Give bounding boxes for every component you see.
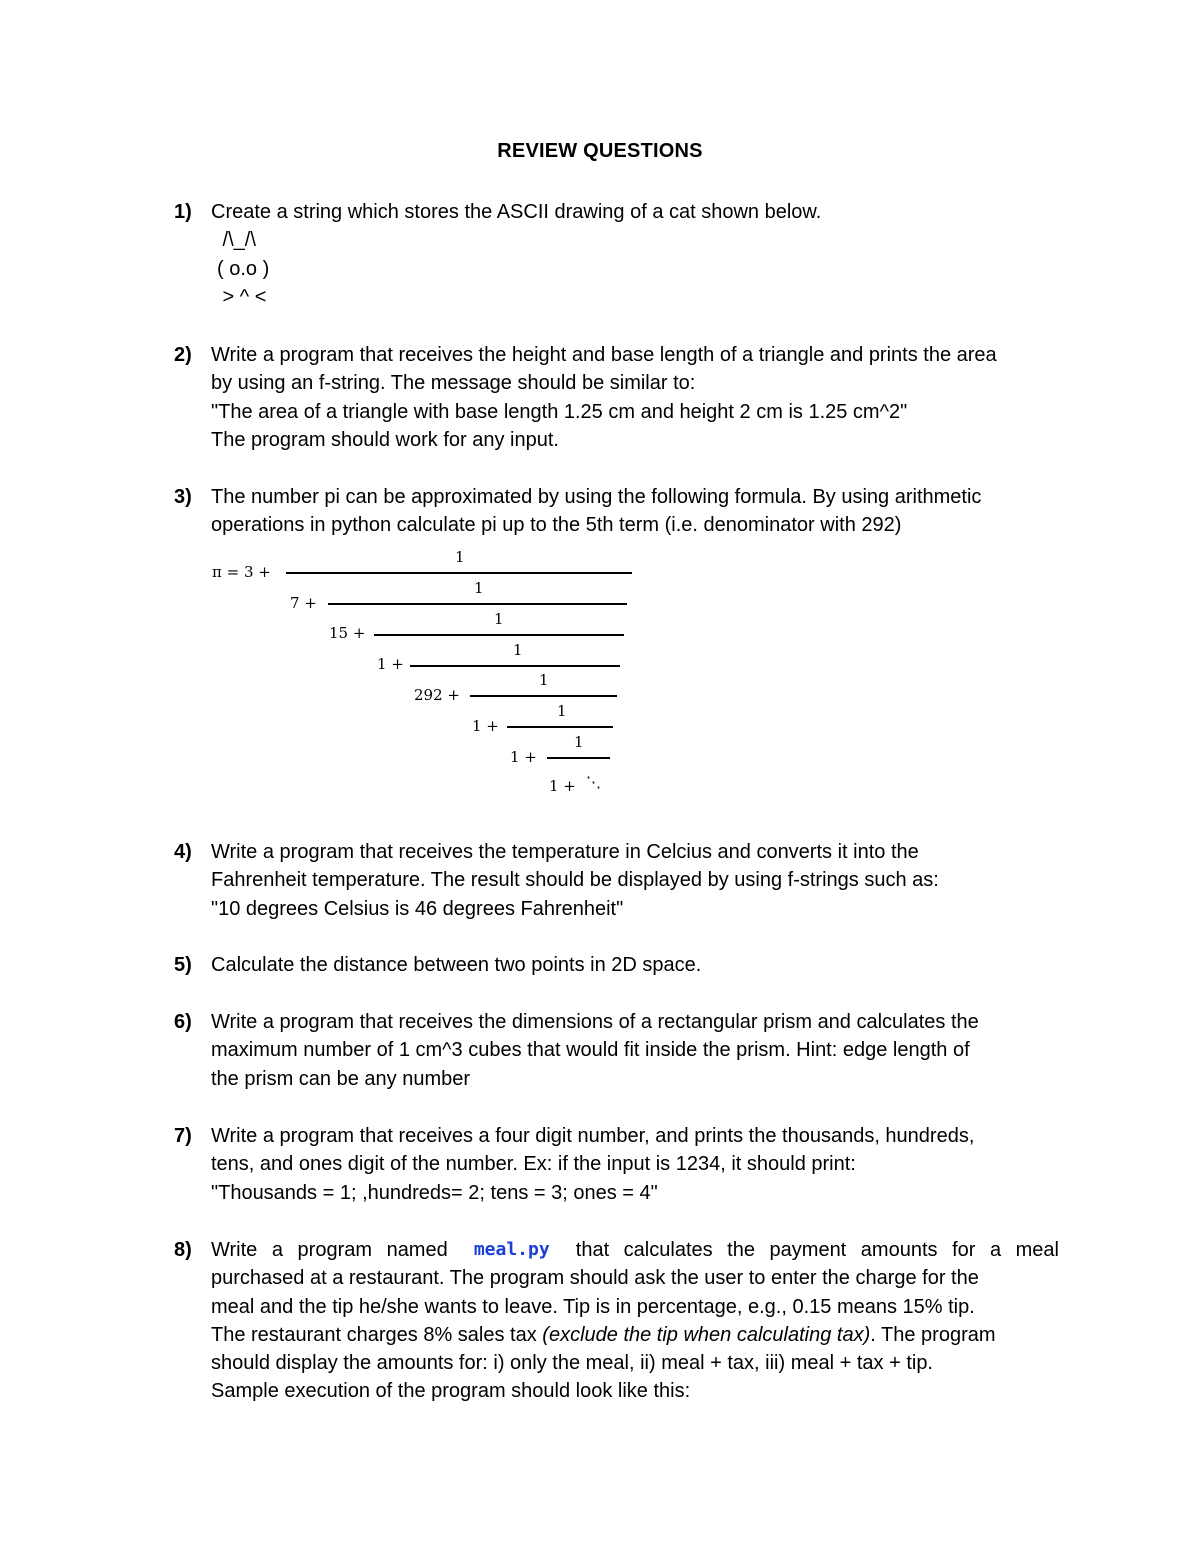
fraction-bar [286,572,632,574]
question-line: tens, and ones digit of the number. Ex: if the input is 1234, it should print: [211,1153,856,1176]
question-line: meal and the tip he/she wants to leave. Tip is in percentage, e.g., 0.15 means 15% tip. [211,1295,975,1318]
question-line: Write a program that receives the dimensions of a rectangular prism and calculates the [211,1011,979,1033]
question-3 [174,483,1074,540]
question-6 [174,1008,1074,1093]
question-number: 1) [174,201,192,223]
question-8 [174,1236,1059,1406]
question-line: The number pi can be approximated by using the following formula. By using arithmetic [211,486,982,508]
question-number: 3) [174,486,192,508]
formula-lhs: π = 3 + [212,563,271,581]
question-4 [174,838,1074,923]
question-line: Sample execution of the program should look like this: [211,1380,691,1403]
question-line: Fahrenheit temperature. The result should be displayed by using f-strings such as: [211,869,939,892]
question-1 [174,198,1074,311]
question-text-part: that calculates the payment amounts for a meal [575,1239,1059,1261]
question-line [211,1321,1059,1349]
question-line: should display the amounts for: i) only the meal, ii) meal + tax, iii) meal + tax + tip. [211,1352,933,1375]
question-line: by using an f-string. The message should be similar to: [211,372,696,395]
ascii-cat [217,226,1074,311]
question-number: 2) [174,344,192,366]
filename-code: meal.py [473,1239,550,1260]
question-number: 5) [174,954,192,976]
fraction-numerator: 1 [455,548,465,566]
question-line: The program should work for any input. [211,428,559,451]
fraction-bar [507,726,613,728]
fraction-term: 1 + [549,777,576,795]
page-title: REVIEW QUESTIONS [497,140,703,162]
fraction-numerator: 1 [513,641,523,659]
question-line [211,1236,1059,1264]
fraction-bar [470,695,617,697]
question-7 [174,1122,1074,1207]
question-number: 6) [174,1011,192,1033]
ascii-cat-line: > ^ < [217,285,267,308]
emphasis-text: (exclude the tip when calculating tax) [542,1323,871,1346]
question-text-part: The restaurant charges 8% sales tax [211,1323,537,1346]
question-line: "The area of a triangle with base length 1.25 cm and height 2 cm is 1.25 cm^2" [211,400,908,423]
fraction-bar [374,634,624,636]
question-number: 8) [174,1239,192,1261]
question-text: Create a string which stores the ASCII drawing of a cat shown below. [211,201,822,223]
fraction-term: 7 + [290,594,317,612]
ascii-cat-line: /\_/\ [217,229,256,252]
question-2 [174,341,1074,454]
fraction-numerator: 1 [557,702,567,720]
fraction-term: 15 + [329,624,366,642]
fraction-bar [328,603,627,605]
fraction-ellipsis: ⋱ [586,773,601,791]
question-number: 7) [174,1125,192,1147]
fraction-term: 292 + [414,686,460,704]
fraction-numerator: 1 [494,610,504,628]
question-text-part: . The program [870,1323,996,1346]
fraction-bar [547,757,610,759]
fraction-term: 1 + [510,748,537,766]
pi-continued-fraction [212,545,642,805]
question-line: operations in python calculate pi up to the 5th term (i.e. denominator with 292) [211,514,902,537]
fraction-numerator: 1 [474,579,484,597]
question-line: Write a program that receives the height and base length of a triangle and prints the area [211,344,997,366]
question-line: purchased at a restaurant. The program should ask the user to enter the charge for the [211,1267,979,1290]
ascii-cat-line: ( o.o ) [217,257,270,280]
fraction-term: 1 + [472,717,499,735]
fraction-term: 1 + [377,655,404,673]
question-line: Write a program that receives a four digit number, and prints the thousands, hundreds, [211,1125,975,1147]
question-text-part: Write a program named [211,1239,448,1261]
question-5 [174,951,1074,979]
question-line: "10 degrees Celsius is 46 degrees Fahrenheit" [211,897,624,920]
question-line: Write a program that receives the temperature in Celcius and converts it into the [211,841,919,863]
question-number: 4) [174,841,192,863]
fraction-bar [410,665,620,667]
question-line: "Thousands = 1; ,hundreds= 2; tens = 3; ones = 4" [211,1181,658,1204]
question-text: Calculate the distance between two points in 2D space. [211,954,702,976]
question-line: the prism can be any number [211,1067,471,1090]
fraction-numerator: 1 [574,733,584,751]
fraction-numerator: 1 [539,671,549,689]
question-line: maximum number of 1 cm^3 cubes that would fit inside the prism. Hint: edge length of [211,1039,970,1062]
